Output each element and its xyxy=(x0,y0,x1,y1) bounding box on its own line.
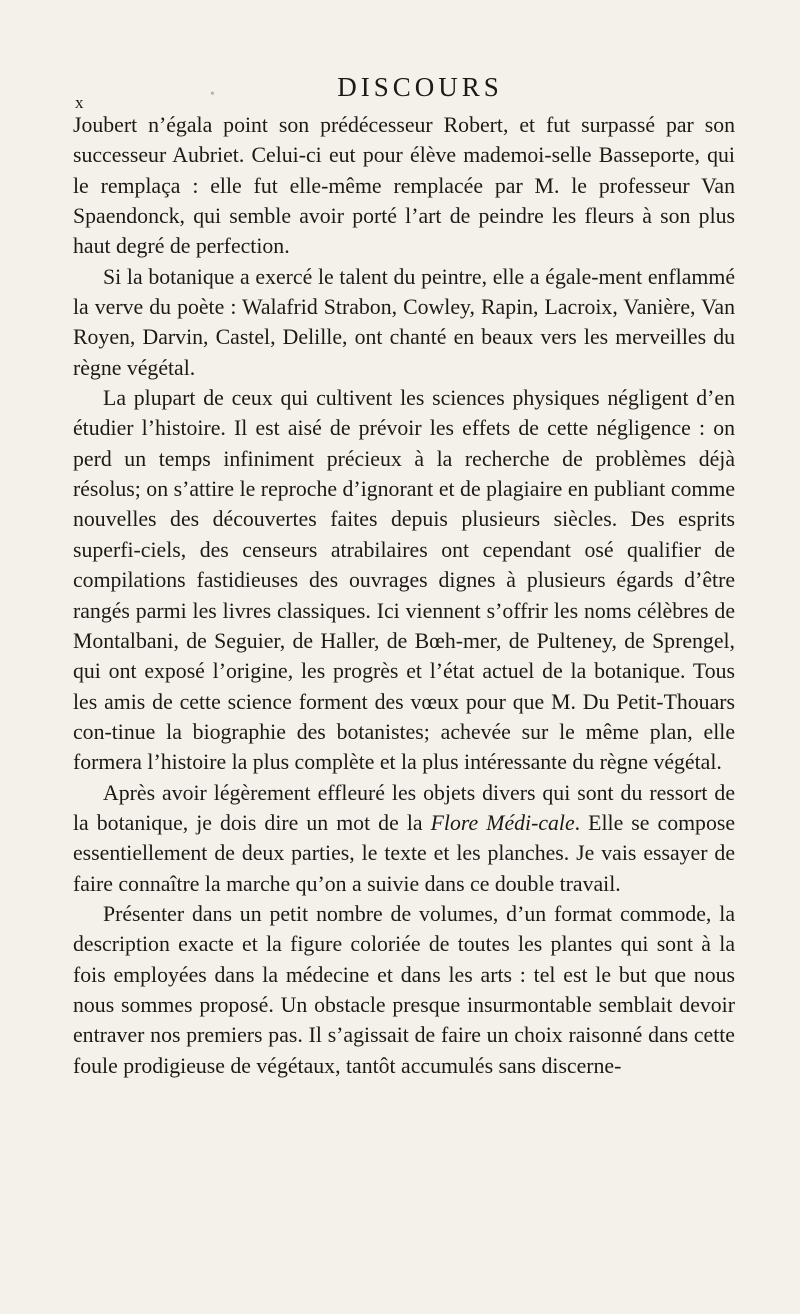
running-head xyxy=(40,0,760,110)
body-text xyxy=(73,110,735,1081)
flore-medicale-title: Flore Médi-cale xyxy=(430,810,575,835)
book-page xyxy=(40,0,760,1314)
printer-mark-icon: • xyxy=(210,87,215,102)
paragraph-purpose: Présenter dans un petit nombre de volumes, d’un format commode, la description exacte et la figure coloriée de toutes les plantes qui sont à la fois employées dans la médecine et dans les arts : tel est le but que nous nous sommes proposé. Un obstacle presque insurmontable semblait devoir entraver nos premiers pas. Il s’agissait de faire un choix raisonné dans cette foule prodigieuse de végétaux, tantôt accumulés sans discerne- xyxy=(73,901,735,1078)
running-title: DISCOURS xyxy=(337,72,503,102)
paragraph-joubert: Joubert n’égala point son prédécesseur Robert, et fut surpassé par son successeur Aubriet. Celui-ci eut pour élève mademoi-selle Basseporte, qui le remplaça : elle fut elle-même remplacée par M. le professeur Van Spaendonck, qui semble avoir porté l’art de peindre les fleurs à son plus haut degré de perfection. xyxy=(73,113,735,259)
paragraph-flore-after: . Elle se compose essentiellement de deux parties, le texte et les planches. Je vais essayer de faire connaître la marche qu’on a suivie dans ce double travail. xyxy=(73,810,735,896)
paragraph-history: La plupart de ceux qui cultivent les sciences physiques négligent d’en étudier l’histoire. Il est aisé de prévoir les effets de cette négligence : on perd un temps infiniment précieux à la recherche de problèmes déjà résolus; on s’attire le reproche d’ignorant et de plagiaire en publiant comme nouvelles des découvertes faites depuis plusieurs siècles. Des esprits superfi-ciels, des censeurs atrabilaires ont cependant osé qualifier de compilations fastidieuses des ouvrages dignes à plusieurs égards d’être rangés parmi les livres classiques. Ici viennent s’offrir les noms célèbres de Montalbani, de Seguier, de Haller, de Bœh-mer, de Pulteney, de Sprengel, qui ont exposé l’origine, les progrès et l’état actuel de la botanique. Tous les amis de cette science forment des vœux pour que M. Du Petit-Thouars con-tinue la biographie des botanistes; achevée sur le même plan, elle formera l’histoire la plus complète et la plus intéressante du règne végétal. xyxy=(73,386,735,775)
paragraph-poets: Si la botanique a exercé le talent du peintre, elle a égale-ment enflammé la verve du poète : Walafrid Strabon, Cowley, Rapin, Lacroix, Vanière, Van Royen, Darvin, Castel, Delille, ont chanté en beaux vers les merveilles du règne végétal. xyxy=(73,264,735,380)
paragraph-flore-before: Après avoir légèrement effleuré les objets divers qui sont du ressort de la botanique, je dois dire un mot de la xyxy=(73,780,735,835)
paragraph-flore-medicale xyxy=(73,778,735,899)
page-number: x xyxy=(75,93,84,112)
